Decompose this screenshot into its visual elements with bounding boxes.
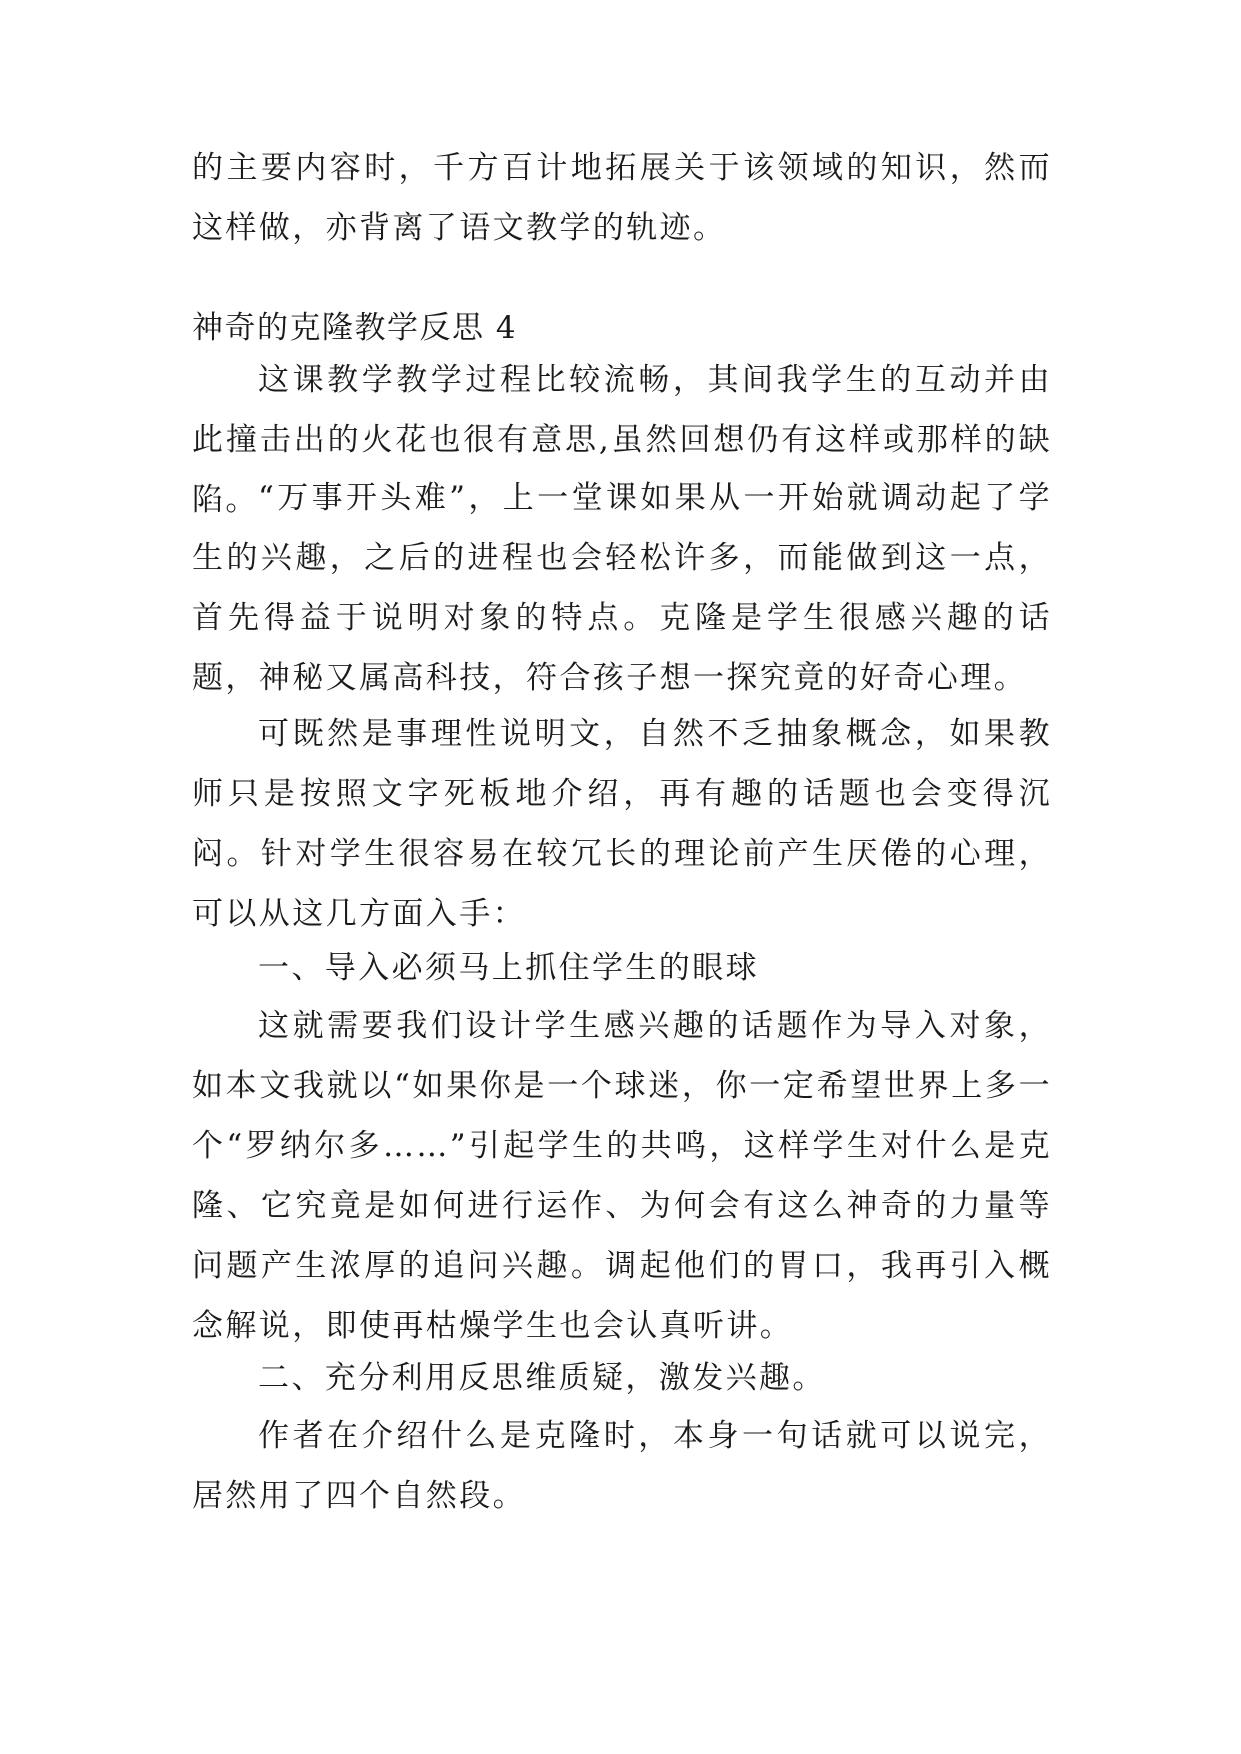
paragraph-4-heading: 一、导入必须马上抓住学生的眼球 [258,950,759,986]
paragraph-1: 这课教学教学过程比较流畅，其间我学生的互动并由此撞击出的火花也很有意思,虽然回想仍有这样或那样的缺陷。 [192,362,1052,518]
paragraph-7: 作者在介绍什么是克隆时，本身一句话就可以说完，居然用了四个自然段。 [192,1418,1052,1514]
intro-paragraph: 的主要内容时，千方百计地拓展关于该领域的知识，然而这样做，亦背离了语文教学的轨迹。 [192,150,1052,246]
paragraph-5: 这就需要我们设计学生感兴趣的话题作为导入对象，如本文我就以“如果你是一个球迷，你一定希望世界上多一个“罗纳尔多……”引起学生的共鸣，这样学生对什么是克隆、它究竟是如何进行运作、为何会有这么神奇的力量等问题产生浓厚的追问兴趣。调起他们的胃口，我再引入概念解说，即使再枯燥学生也会认真听讲。 [192,1008,1052,1344]
paragraph-2: “万事开头难”，上一堂课如果从一开始就调动起了学生的兴趣，之后的进程也会轻松许多，而能做到这一点，首先得益于说明对象的特点。克隆是学生很感兴趣的话题，神秘又属高科技，符合孩子想一探究竟的好奇心理。 [192,480,1052,696]
paragraph-6-heading: 二、充分利用反思维质疑，激发兴趣。 [258,1360,826,1396]
paragraph-3: 可既然是事理性说明文，自然不乏抽象概念，如果教师只是按照文字死板地介绍，再有趣的话题也会变得沉闷。针对学生很容易在较冗长的理论前产生厌倦的心理，可以从这几方面入手： [192,716,1052,932]
section-title: 神奇的克隆教学反思 4 [192,310,518,346]
